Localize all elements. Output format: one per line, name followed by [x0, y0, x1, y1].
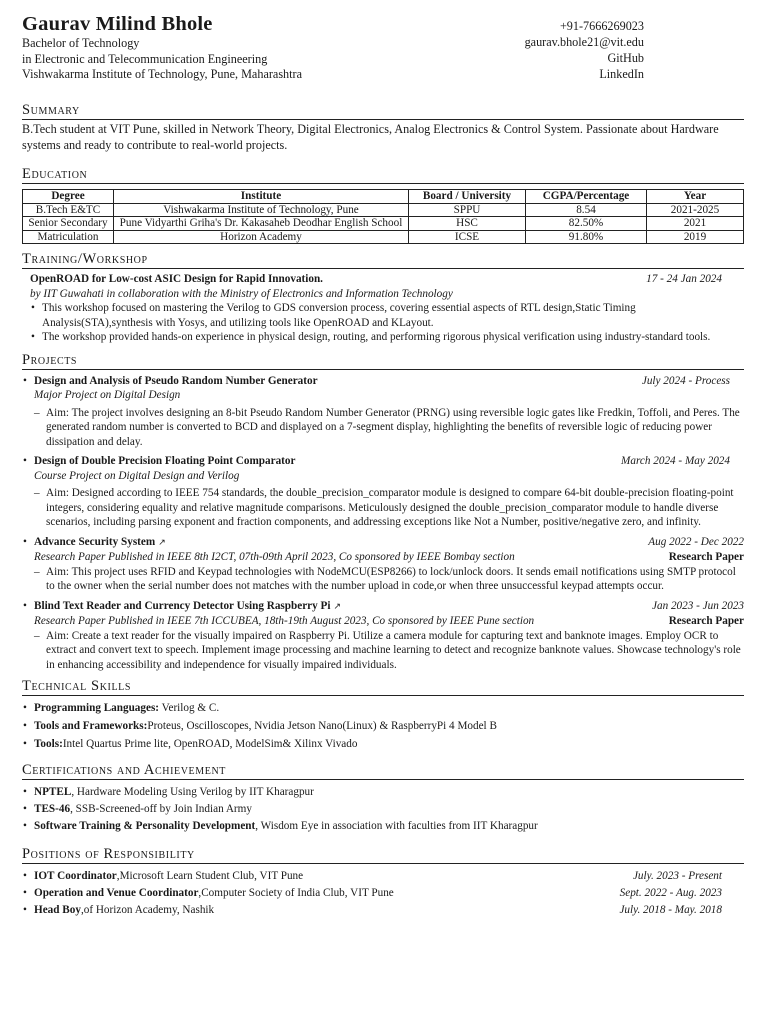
skills-list — [22, 699, 744, 753]
table-header-cell: CGPA/Percentage — [526, 190, 647, 204]
project-title-row — [22, 599, 744, 615]
table-row — [23, 230, 744, 244]
research-paper-tag: Research Paper — [668, 615, 744, 627]
table-header-cell: Year — [647, 190, 744, 204]
position-date: Sept. 2022 - Aug. 2023 — [619, 887, 722, 899]
training-bullets — [22, 301, 744, 345]
cert-text: , Wisdom Eye in association with faculties from IIT Kharagpur — [255, 820, 538, 832]
list-item — [22, 885, 744, 902]
table-cell: Matriculation — [23, 230, 114, 244]
positions-heading: Positions of Responsibility — [22, 846, 744, 864]
project-date: Aug 2022 - Dec 2022 — [648, 535, 744, 548]
table-cell: 8.54 — [526, 203, 647, 217]
email-link[interactable]: gaurav.bhole21@vit.edu — [524, 35, 644, 49]
project-aim: – Aim: This project uses RFID and Keypad technologies with NodeMCU(ESP8266) to lock/unlock doors. It sends email notifications using SMTP protocol to the owner when the serial number does not matches with the number upload in code,or when three unsuccessful keypad attempts occur. — [22, 565, 744, 594]
project-subtitle-row — [22, 614, 744, 629]
external-link-icon[interactable]: ↗ — [158, 537, 166, 548]
position-label: Operation and Venue Coordinator — [34, 887, 199, 899]
table-header-cell: Degree — [23, 190, 114, 204]
list-item — [22, 717, 744, 735]
skill-label: Programming Languages: — [34, 702, 160, 714]
table-cell: 82.50% — [526, 217, 647, 231]
institute-line: Vishwakarma Institute of Technology, Pune, Maharashtra — [22, 67, 303, 81]
position-label: Head Boy — [34, 904, 81, 916]
training-org: by IIT Guwahati in collaboration with the Ministry of Electronics and Information Technology — [30, 287, 453, 300]
external-link-icon[interactable]: ↗ — [333, 601, 342, 612]
project-title-row — [22, 374, 744, 389]
list-item — [22, 784, 744, 801]
linkedin-link[interactable]: LinkedIn — [599, 67, 644, 81]
certifications-heading: Certifications and Achievement — [22, 762, 744, 780]
cert-label: Software Training & Personality Development — [34, 820, 256, 832]
project-aim: – Aim: Designed according to IEEE 754 standards, the double_precision_comparator module is designed to compare 64-bit double-precision floating-point integers, considering equality and relative magnitude comparisons. Meticulously designed the double_precision_comparator module to handle diverse scenarios, including parsing exponent and fraction components, and addressing exceptions like Not a Number, positive/negative zero, and infinity. — [22, 486, 744, 530]
research-paper-tag: Research Paper — [668, 551, 744, 563]
project-item — [22, 454, 744, 530]
degree-line: Bachelor of Technology — [22, 36, 140, 50]
phone-number: +91-7666269023 — [559, 19, 644, 33]
table-cell: Horizon Academy — [114, 230, 409, 244]
cert-text: , Hardware Modeling Using Verilog by IIT Kharagpur — [71, 786, 314, 798]
resume-header — [22, 12, 744, 98]
project-title-row — [22, 535, 744, 551]
table-header-cell: Board / University — [409, 190, 526, 204]
project-subtitle: Course Project on Digital Design and Verilog — [34, 469, 240, 482]
project-title: • Design of Double Precision Floating Point Comparator — [34, 455, 296, 467]
table-cell: ICSE — [409, 230, 526, 244]
list-item — [22, 699, 744, 717]
education-heading: Education — [22, 166, 744, 184]
summary-text: B.Tech student at VIT Pune, skilled in Network Theory, Digital Electronics, Analog Electronics & Control System. Passionate about Hardware systems and ready to contribute to real-world projects. — [22, 122, 719, 152]
education-table — [22, 189, 744, 244]
project-title[interactable]: Advance Security System — [34, 535, 156, 548]
contact-block — [525, 18, 644, 82]
project-subtitle: Major Project on Digital Design — [34, 389, 181, 401]
position-text: ,Computer Society of India Club, VIT Pune — [198, 887, 394, 899]
summary-heading: Summary — [22, 102, 744, 120]
list-item — [22, 735, 744, 753]
project-date: March 2024 - May 2024 — [621, 455, 730, 467]
resume-page — [22, 12, 744, 919]
table-cell: HSC — [409, 217, 526, 231]
project-title[interactable]: Blind Text Reader and Currency Detector Using Raspberry Pi — [34, 599, 331, 612]
list-item — [22, 818, 744, 835]
position-text: ,of Horizon Academy, Nashik — [80, 904, 215, 916]
branch-line: in Electronic and Telecommunication Engineering — [22, 51, 268, 66]
project-title: • Design and Analysis of Pseudo Random Number Generator — [34, 374, 318, 387]
table-cell: 2021 — [647, 217, 744, 231]
github-link[interactable]: GitHub — [607, 51, 644, 65]
skill-text: Verilog & C. — [161, 702, 220, 714]
position-date: July. 2023 - Present — [632, 870, 722, 882]
skill-label: Tools: — [34, 738, 63, 750]
skills-heading: Technical Skills — [22, 678, 744, 696]
project-subtitle: Research Paper Published in IEEE 8th I2CT, 07th-09th April 2023, Co sponsored by IEEE Bombay section — [34, 551, 515, 563]
cert-label: TES-46 — [34, 803, 71, 815]
project-aim: – Aim: Create a text reader for the visually impaired on Raspberry Pi. Utilize a camera module for capturing text and banknote images. Employ OCR to extract and convert text to speech. Implement image processing and machine learning to detect and recognize banknote values. Showcase technology's role in enhancing accessibility and independence for visually impaired individuals. — [22, 629, 744, 673]
list-item — [22, 868, 744, 885]
project-date: Jan 2023 - Jun 2023 — [652, 599, 744, 612]
project-title-wrap[interactable] — [34, 535, 166, 551]
table-cell: 2019 — [647, 230, 744, 244]
list-item: • The workshop provided hands-on experience in physical design, routing, and performing rigorous physical verification using industry-standard tools. — [30, 330, 744, 345]
project-subtitle: Research Paper Published in IEEE 7th ICCUBEA, 18th-19th August 2023, Co sponsored by IEEE Pune section — [34, 615, 535, 627]
cert-text: , SSB-Screened-off by Join Indian Army — [70, 803, 252, 815]
project-item — [22, 535, 744, 594]
table-row — [23, 203, 744, 217]
project-title-row — [22, 454, 744, 469]
training-date: 17 - 24 Jan 2024 — [646, 273, 722, 285]
project-subtitle-row — [22, 550, 744, 565]
table-header-row — [23, 190, 744, 204]
project-item — [22, 599, 744, 673]
projects-heading: Projects — [22, 352, 744, 370]
position-text: ,Microsoft Learn Student Club, VIT Pune — [116, 870, 304, 882]
table-header-cell: Institute — [114, 190, 409, 204]
project-title-wrap[interactable] — [34, 599, 341, 615]
cert-label: NPTEL — [34, 786, 72, 798]
table-cell: 2021-2025 — [647, 203, 744, 217]
table-cell: Vishwakarma Institute of Technology, Pune — [114, 203, 409, 217]
project-item — [22, 374, 744, 450]
list-item — [22, 801, 744, 818]
table-row — [23, 217, 744, 231]
list-item — [22, 902, 744, 919]
table-cell: Pune Vidyarthi Griha's Dr. Kakasaheb Deodhar English School — [114, 217, 409, 231]
position-date: July. 2018 - May. 2018 — [619, 904, 722, 916]
table-cell: Senior Secondary — [23, 217, 114, 231]
skill-text: Intel Quartus Prime lite, OpenROAD, ModelSim& Xilinx Vivado — [62, 738, 358, 750]
position-label: IOT Coordinator — [34, 870, 117, 882]
positions-list — [22, 868, 744, 919]
training-title-row — [22, 272, 744, 287]
skill-text: Proteus, Oscilloscopes, Nvidia Jetson Nano(Linux) & RaspberryPi 4 Model B — [147, 720, 497, 732]
table-cell: B.Tech E&TC — [23, 203, 114, 217]
candidate-name: Gaurav Milind Bhole — [22, 13, 213, 35]
list-item: • This workshop focused on mastering the Verilog to GDS conversion process, covering essential aspects of RTL design,Static Timing Analysis(STA),synthesis with Yosys, and utilizing tools like OpenROAD and KLayout. — [30, 301, 744, 330]
skill-label: Tools and Frameworks: — [34, 720, 148, 732]
project-aim: – Aim: The project involves designing an 8-bit Pseudo Random Number Generator (PRNG) using reversible logic gates like Fredkin, Toffoli, and Peres. The generated random number is converted to BCD and displayed on a 7-segment display, highlighting the benefits of reversible logic of reducing power dissipation and delay. — [22, 406, 744, 450]
certifications-list — [22, 784, 744, 835]
training-heading: Training/Workshop — [22, 251, 744, 269]
table-cell: 91.80% — [526, 230, 647, 244]
project-date: July 2024 - Process — [641, 374, 730, 387]
training-title: OpenROAD for Low-cost ASIC Design for Rapid Innovation. — [30, 273, 323, 285]
table-cell: SPPU — [409, 203, 526, 217]
